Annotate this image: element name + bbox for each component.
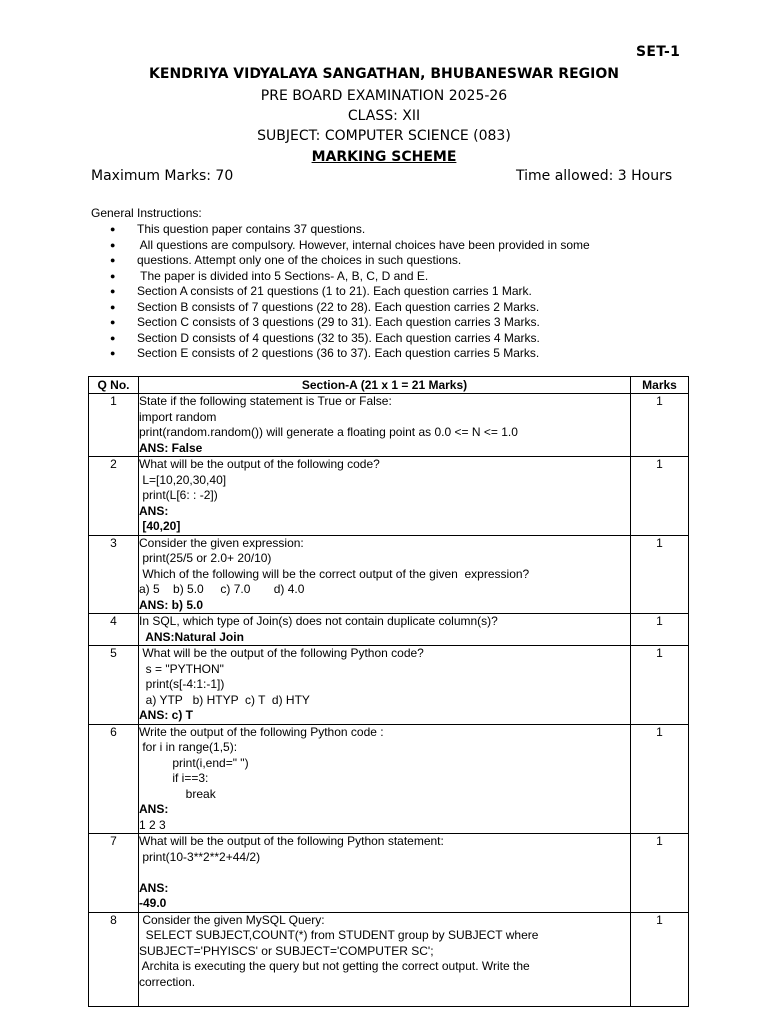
question-number	[89, 834, 139, 913]
subject-line: SUBJECT: COMPUTER SCIENCE (083)	[257, 128, 511, 144]
question-cell	[139, 535, 631, 614]
instruction-item	[110, 238, 590, 254]
instruction-item	[110, 300, 590, 316]
question-line: print(10-3**2**2+44/2)	[139, 849, 261, 864]
bullet-icon: ●	[110, 224, 116, 234]
bullet-icon: ●	[110, 317, 116, 327]
question-line: print(i,end=" ")	[139, 755, 249, 770]
question-line: Consider the given MySQL Query:	[139, 912, 325, 927]
question-number	[89, 646, 139, 725]
question-line: s = "PYTHON"	[139, 661, 224, 676]
bullet-icon: ●	[110, 348, 116, 358]
instructions-title: General Instructions:	[91, 206, 202, 220]
instruction-text: Section B consists of 7 questions (22 to 28). Each question carries 2 Marks.	[137, 299, 540, 314]
time-allowed: Time allowed: 3 Hours	[516, 168, 673, 184]
question-line: SELECT SUBJECT,COUNT(*) from STUDENT group by SUBJECT where	[139, 928, 539, 942]
marks-value: 1	[656, 457, 663, 471]
table-row	[89, 834, 689, 913]
instruction-item	[110, 331, 590, 347]
table-header-row	[89, 377, 689, 394]
table-row	[89, 646, 689, 725]
question-line: for i in range(1,5):	[139, 740, 238, 754]
question-line: Which of the following will be the correct output of the given expression?	[139, 566, 530, 581]
question-line: State if the following statement is True or False:	[139, 394, 392, 408]
question-number	[89, 614, 139, 646]
instruction-text: questions. Attempt only one of the choices in such questions.	[137, 253, 462, 267]
marks-cell	[631, 724, 689, 834]
question-line: What will be the output of the following Python statement:	[139, 834, 444, 848]
instruction-text: All questions are compulsory. However, internal choices have been provided in some	[137, 237, 590, 252]
marks-cell	[631, 535, 689, 614]
question-line: L=[10,20,30,40]	[139, 472, 227, 487]
question-number	[89, 394, 139, 457]
table-row	[89, 912, 689, 1006]
instruction-text: Section A consists of 21 questions (1 to 21). Each question carries 1 Mark.	[137, 284, 532, 298]
table-row	[89, 724, 689, 834]
marks-cell	[631, 394, 689, 457]
question-number-text: 2	[110, 457, 117, 471]
question-line: Archita is executing the query but not getting the correct output. Write the	[139, 959, 530, 973]
question-line: break	[139, 786, 216, 801]
question-line: Consider the given expression:	[139, 535, 304, 550]
instructions-list	[110, 222, 590, 362]
question-line: a) 5 b) 5.0 c) 7.0 d) 4.0	[139, 582, 305, 596]
bullet-icon: ●	[110, 301, 116, 312]
bullet-icon: ●	[110, 332, 116, 343]
question-cell	[139, 834, 631, 913]
instruction-text: Section E consists of 2 questions (36 to 37). Each question carries 5 Marks.	[137, 346, 540, 360]
question-number-text: 1	[110, 394, 117, 408]
question-line: 1 2 3	[139, 817, 166, 832]
question-line: a) YTP b) HTYP c) T d) HTY	[139, 692, 310, 707]
marking-scheme-title: MARKING SCHEME	[311, 149, 457, 165]
bullet-icon: ●	[110, 255, 116, 265]
bullet-icon: ●	[110, 270, 116, 281]
table-row	[89, 535, 689, 614]
answer-line: [40,20]	[139, 519, 181, 533]
org-title: KENDRIYA VIDYALAYA SANGATHAN, BHUBANESWAR REGION	[149, 66, 619, 82]
question-number-text: 5	[110, 646, 117, 660]
question-number-text: 7	[110, 834, 117, 848]
answer-line: -49.0	[139, 896, 167, 910]
instruction-item	[110, 222, 590, 238]
question-line: print(L[6: : -2])	[139, 488, 218, 502]
marks-header: Marks	[631, 377, 689, 394]
qno-header: Q No.	[89, 377, 139, 394]
question-line	[139, 990, 630, 1006]
question-cell	[139, 912, 631, 1006]
maximum-marks: Maximum Marks: 70	[91, 168, 234, 184]
instruction-text: Section D consists of 4 questions (32 to 35). Each question carries 4 Marks.	[137, 330, 540, 345]
question-line: In SQL, which type of Join(s) does not contain duplicate column(s)?	[139, 614, 498, 628]
marks-cell	[631, 912, 689, 1006]
instruction-item	[110, 346, 590, 362]
exam-title: PRE BOARD EXAMINATION 2025-26	[260, 88, 508, 104]
marks-value: 1	[656, 646, 663, 660]
question-line: correction.	[139, 974, 196, 989]
question-number-text: 4	[110, 614, 117, 628]
marks-cell	[631, 834, 689, 913]
question-line: Write the output of the following Python code :	[139, 724, 384, 739]
bullet-icon: ●	[110, 239, 116, 250]
answer-line: ANS:	[139, 503, 169, 518]
marks-cell	[631, 457, 689, 536]
question-number	[89, 912, 139, 1006]
question-line: print(25/5 or 2.0+ 20/10)	[139, 551, 272, 565]
question-cell	[139, 457, 631, 536]
question-line: if i==3:	[139, 771, 209, 785]
table-row	[89, 394, 689, 457]
question-cell	[139, 614, 631, 646]
answer-line: ANS:	[139, 880, 169, 895]
marks-value: 1	[656, 394, 663, 408]
marks-value: 1	[656, 724, 663, 739]
answer-line: ANS: c) T	[139, 708, 193, 722]
instruction-text: The paper is divided into 5 Sections- A, B, C, D and E.	[137, 268, 429, 283]
table-row	[89, 457, 689, 536]
bullet-icon: ●	[110, 286, 116, 296]
answer-line: ANS: False	[139, 440, 203, 455]
instruction-item	[110, 253, 590, 269]
question-cell	[139, 394, 631, 457]
question-number	[89, 535, 139, 614]
question-line: print(s[-4:1:-1])	[139, 677, 225, 691]
question-line	[139, 865, 630, 881]
marks-cell	[631, 646, 689, 725]
instruction-item	[110, 315, 590, 331]
question-number-text: 6	[110, 724, 117, 739]
question-number-text: 3	[110, 535, 117, 550]
set-label: SET-1	[636, 44, 681, 60]
marks-value: 1	[656, 535, 663, 550]
marks-value: 1	[656, 834, 663, 848]
question-number	[89, 724, 139, 834]
question-cell	[139, 646, 631, 725]
instruction-text: Section C consists of 3 questions (29 to 31). Each question carries 3 Marks.	[137, 315, 540, 329]
question-number	[89, 457, 139, 536]
class-line: CLASS: XII	[347, 108, 421, 124]
marks-value: 1	[656, 912, 663, 927]
marks-cell	[631, 614, 689, 646]
answer-line: ANS:Natural Join	[139, 629, 244, 644]
question-line: What will be the output of the following Python code?	[139, 646, 424, 660]
question-line: SUBJECT='PHYISCS' or SUBJECT='COMPUTER SC';	[139, 943, 434, 958]
question-table	[88, 376, 689, 1007]
instruction-item	[110, 269, 590, 285]
question-line: import random	[139, 409, 217, 424]
section-header: Section-A (21 x 1 = 21 Marks)	[139, 377, 631, 394]
answer-line: ANS: b) 5.0	[139, 597, 204, 612]
question-line: What will be the output of the following code?	[139, 457, 380, 471]
question-line: print(random.random()) will generate a floating point as 0.0 <= N <= 1.0	[139, 425, 518, 439]
answer-line: ANS:	[139, 802, 169, 816]
question-number-text: 8	[110, 912, 117, 927]
marks-value: 1	[656, 614, 663, 628]
table-row	[89, 614, 689, 646]
question-cell	[139, 724, 631, 834]
instruction-item	[110, 284, 590, 300]
instruction-text: This question paper contains 37 questions.	[137, 222, 366, 236]
